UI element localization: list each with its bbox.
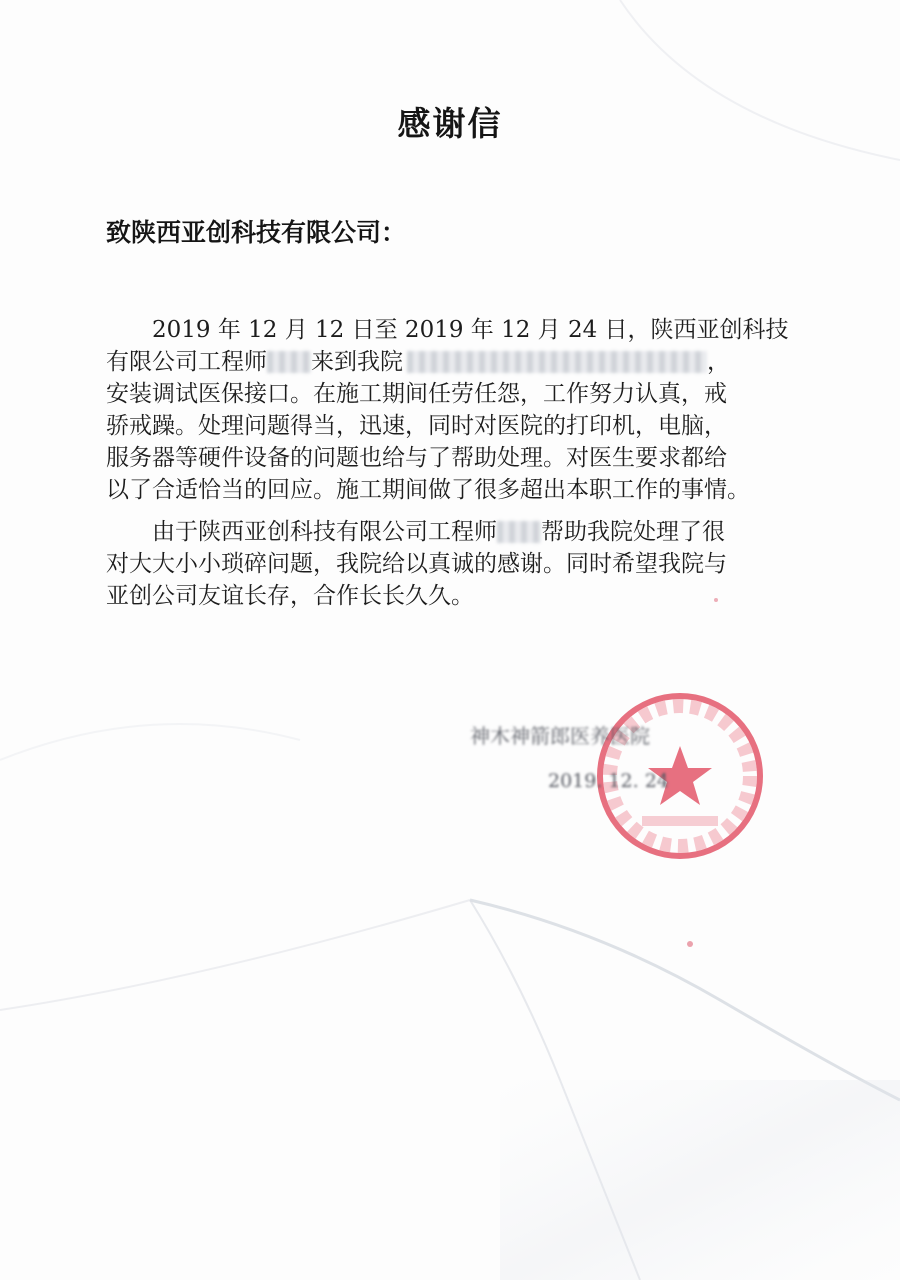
paragraph-2-line-1-text-a: 由于陕西亚创科技有限公司工程师: [152, 519, 497, 545]
paragraph-1-line-2-text-b: 来到我院: [311, 349, 403, 375]
paragraph-1-line-1: 2019 年 12 月 12 日至 2019 年 12 月 24 日，陕西亚创科技: [152, 317, 789, 343]
signature-organization: 神木神箭郎医养医院: [470, 724, 650, 748]
paragraph-1-line-2-text-c: ，: [707, 349, 730, 375]
paragraph-1-line-2-text-a: 有限公司工程师: [106, 349, 267, 375]
paragraph-1-line-4: 骄戒躁。处理问题得当，迅速，同时对医院的打印机，电脑，: [106, 413, 727, 439]
signature-date: 2019. 12. 24: [548, 770, 669, 792]
paragraph-1-line-5: 服务器等硬件设备的问题也给与了帮助处理。对医生要求都给: [106, 445, 727, 471]
paragraph-2-line-1-text-b: 帮助我院处理了很: [541, 519, 725, 545]
paragraph-1-line-6: 以了合适恰当的回应。施工期间做了很多超出本职工作的事情。: [106, 477, 750, 503]
letter-title: 感谢信: [397, 104, 503, 143]
redacted-engineer-name: [267, 351, 311, 373]
paragraph-2-line-2: 对大大小小琐碎问题，我院给以真诚的感谢。同时希望我院与: [106, 551, 727, 577]
paragraph-1-line-2: [106, 346, 730, 378]
paragraph-2-line-1: [152, 516, 725, 548]
paragraph-2-line-3: 亚创公司友谊长存，合作长长久久。: [106, 583, 474, 609]
redacted-engineer-name-2: [497, 521, 541, 543]
redacted-hospital-name: [407, 351, 707, 373]
letter-salutation: 致陕西亚创科技有限公司：: [106, 218, 407, 247]
paragraph-1-line-3: 安装调试医保接口。在施工期间任劳任怨，工作努力认真，戒: [106, 381, 727, 407]
